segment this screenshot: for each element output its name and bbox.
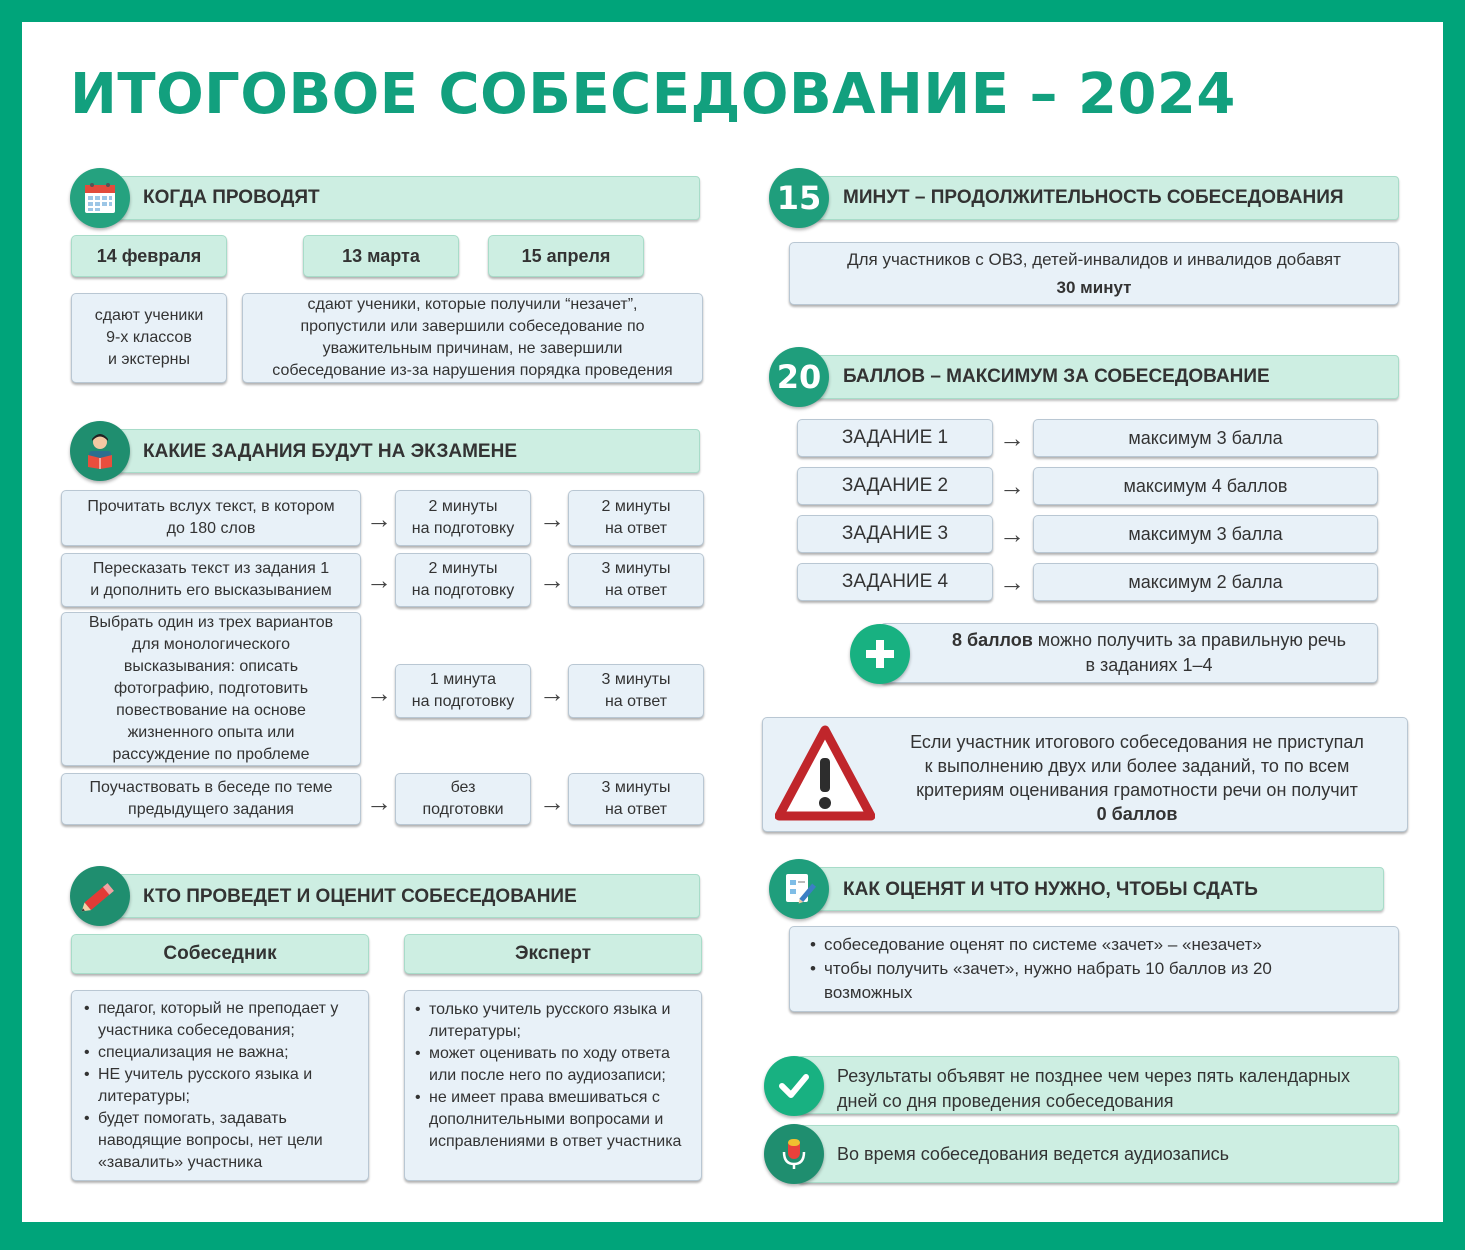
- score-max-3: максимум 3 балла: [1033, 515, 1378, 553]
- note-line: 9-х классов: [106, 329, 192, 346]
- microphone-icon: [764, 1124, 824, 1184]
- duration-note-text: Для участников с ОВЗ, детей-инвалидов и инвалидов добавят: [847, 249, 1341, 269]
- section-who-title: КТО ПРОВЕДЕТ И ОЦЕНИТ СОБЕСЕДОВАНИЕ: [143, 886, 577, 907]
- bonus-note: [880, 623, 1378, 683]
- score-max-4: максимум 2 балла: [1033, 563, 1378, 601]
- task-line: Выбрать один из трех вариантов: [88, 614, 334, 631]
- expert-title: Эксперт: [404, 934, 702, 974]
- answer-line: на ответ: [604, 520, 668, 537]
- prep-line: на подготовку: [411, 693, 515, 710]
- list-item: • может оценивать по ходу ответа или после него по аудиозаписи;: [413, 1043, 695, 1087]
- bonus-line-2: в заданиях 1–4: [1085, 655, 1213, 675]
- warning-line: Если участник итогового собеседования не приступал: [910, 732, 1364, 752]
- date-mar-13: 13 марта: [303, 235, 459, 277]
- prep-line: 2 минуты: [428, 560, 498, 577]
- bonus-points: 8 баллов: [951, 630, 1033, 650]
- interlocutor-list: [71, 990, 369, 1181]
- audio-text: Во время собеседования ведется аудиозапись: [837, 1144, 1230, 1164]
- plus-icon: [850, 624, 910, 684]
- task-line: для монологического: [132, 636, 290, 653]
- score-task-3: ЗАДАНИЕ 3: [797, 515, 993, 553]
- task-1-answer: [568, 490, 704, 546]
- section-when-title: КОГДА ПРОВОДЯТ: [143, 187, 320, 208]
- task-line: и дополнить его высказыванием: [90, 582, 332, 599]
- calendar-icon: [70, 168, 130, 228]
- task-4-description: [61, 773, 361, 825]
- arrow-right-icon: →: [366, 787, 392, 817]
- arrow-right-icon: →: [366, 504, 392, 534]
- section-scores-title: БАЛЛОВ – МАКСИМУМ ЗА СОБЕСЕДОВАНИЕ: [843, 366, 1270, 387]
- task-line: Прочитать вслух текст, в котором: [87, 498, 335, 515]
- bonus-line-1: [952, 628, 1346, 653]
- task-2-description: [61, 553, 361, 607]
- prep-line: на подготовку: [411, 582, 515, 599]
- task-line: Пересказать текст из задания 1: [92, 560, 330, 577]
- retake-date-note: [242, 293, 703, 383]
- note-line: сдают ученики, которые получили “незачет”,: [307, 296, 638, 313]
- arrow-right-icon: →: [999, 471, 1025, 501]
- warning-text: [872, 730, 1402, 826]
- prep-line: 2 минуты: [428, 498, 498, 515]
- task-4-prep: [395, 773, 531, 825]
- task-line: жизненного опыта или: [127, 724, 295, 741]
- expert-list: [404, 990, 702, 1181]
- list-item: • будет помогать, задавать наводящие вопросы, нет цели «завалить» участника: [82, 1108, 358, 1174]
- task-3-answer: [568, 664, 704, 718]
- score-max-2: максимум 4 баллов: [1033, 467, 1378, 505]
- task-1-prep: [395, 490, 531, 546]
- warning-icon: [775, 724, 875, 829]
- duration-number: 15: [769, 168, 829, 228]
- list-item: • собеседование оценят по системе «зачет» – «незачет»: [808, 933, 1386, 957]
- task-4-answer: [568, 773, 704, 825]
- list-item: • не имеет права вмешиваться с дополнительными вопросами и исправлениями в ответ участника: [413, 1087, 695, 1153]
- document-edit-icon: [769, 859, 829, 919]
- prep-line: на подготовку: [411, 520, 515, 537]
- answer-line: 3 минуты: [601, 779, 671, 796]
- warning-line: к выполнению двух или более заданий, то по всем: [924, 756, 1350, 776]
- arrow-right-icon: →: [539, 787, 565, 817]
- arrow-right-icon: →: [999, 519, 1025, 549]
- warning-result: 0 баллов: [1096, 804, 1178, 824]
- note-line: уважительным причинам, не завершили: [322, 340, 623, 357]
- task-line: высказывания: описать: [123, 658, 299, 675]
- answer-line: 3 минуты: [601, 671, 671, 688]
- duration-extra: 30 минут: [1056, 277, 1132, 297]
- scores-number: 20: [769, 347, 829, 407]
- task-line: рассуждение по проблеме: [112, 746, 310, 763]
- arrow-right-icon: →: [999, 567, 1025, 597]
- note-line: и экстерны: [107, 351, 190, 368]
- arrow-right-icon: →: [999, 423, 1025, 453]
- score-task-1: ЗАДАНИЕ 1: [797, 419, 993, 457]
- student-reading-icon: [70, 421, 130, 481]
- arrow-right-icon: →: [539, 678, 565, 708]
- results-bar: [798, 1056, 1399, 1114]
- list-item: • НЕ учитель русского языка и литературы;: [82, 1064, 358, 1108]
- task-2-answer: [568, 553, 704, 607]
- date-feb-14: 14 февраля: [71, 235, 227, 277]
- prep-line: 1 минута: [429, 671, 497, 688]
- list-item: • педагог, который не преподает у участника собеседования;: [82, 998, 358, 1042]
- arrow-right-icon: →: [366, 678, 392, 708]
- bonus-text: можно получить за правильную речь: [1032, 630, 1347, 650]
- answer-line: 2 минуты: [601, 498, 671, 515]
- score-task-2: ЗАДАНИЕ 2: [797, 467, 993, 505]
- section-grading-title: КАК ОЦЕНЯТ И ЧТО НУЖНО, ЧТОБЫ СДАТЬ: [843, 879, 1258, 900]
- prep-line: подготовки: [422, 801, 504, 818]
- task-line: до 180 слов: [166, 520, 256, 537]
- duration-note: [789, 242, 1399, 305]
- arrow-right-icon: →: [539, 504, 565, 534]
- interlocutor-title: Собеседник: [71, 934, 369, 974]
- arrow-right-icon: →: [539, 565, 565, 595]
- note-line: сдают ученики: [94, 307, 204, 324]
- warning-line: критериям оценивания грамотности речи он получит: [916, 780, 1358, 800]
- task-3-description: [61, 612, 361, 766]
- answer-line: 3 минуты: [601, 560, 671, 577]
- task-1-description: [61, 490, 361, 546]
- prep-line: без: [450, 779, 476, 796]
- checkmark-icon: [764, 1056, 824, 1116]
- date-apr-15: 15 апреля: [488, 235, 644, 277]
- pencil-icon: [70, 866, 130, 926]
- main-date-note: [71, 293, 227, 383]
- arrow-right-icon: →: [366, 565, 392, 595]
- task-2-prep: [395, 553, 531, 607]
- page-title: ИТОГОВОЕ СОБЕСЕДОВАНИЕ – 2024: [70, 62, 1236, 127]
- task-line: Поучаствовать в беседе по теме: [89, 779, 333, 796]
- note-line: собеседование из-за нарушения порядка проведения: [272, 362, 673, 379]
- list-item: • только учитель русского языка и литературы;: [413, 999, 695, 1043]
- list-item: • специализация не важна;: [82, 1042, 358, 1064]
- answer-line: на ответ: [604, 693, 668, 710]
- task-line: предыдущего задания: [128, 801, 294, 818]
- note-line: пропустили или завершили собеседование по: [300, 318, 645, 335]
- section-duration-title: МИНУТ – ПРОДОЛЖИТЕЛЬНОСТЬ СОБЕСЕДОВАНИЯ: [843, 187, 1344, 208]
- task-line: фотографию, подготовить: [113, 680, 309, 697]
- task-3-prep: [395, 664, 531, 718]
- task-line: повествование на основе: [116, 702, 306, 719]
- list-item: • чтобы получить «зачет», нужно набрать 10 баллов из 20 возможных: [808, 957, 1288, 1005]
- score-max-1: максимум 3 балла: [1033, 419, 1378, 457]
- score-task-4: ЗАДАНИЕ 4: [797, 563, 993, 601]
- answer-line: на ответ: [604, 801, 668, 818]
- section-tasks-title: КАКИЕ ЗАДАНИЯ БУДУТ НА ЭКЗАМЕНЕ: [143, 441, 517, 462]
- results-text: Результаты объявят не позднее чем через пять календарных дней со дня проведения собеседования: [837, 1066, 1350, 1111]
- answer-line: на ответ: [604, 582, 668, 599]
- audio-bar: [798, 1125, 1399, 1183]
- grading-list: [789, 926, 1399, 1012]
